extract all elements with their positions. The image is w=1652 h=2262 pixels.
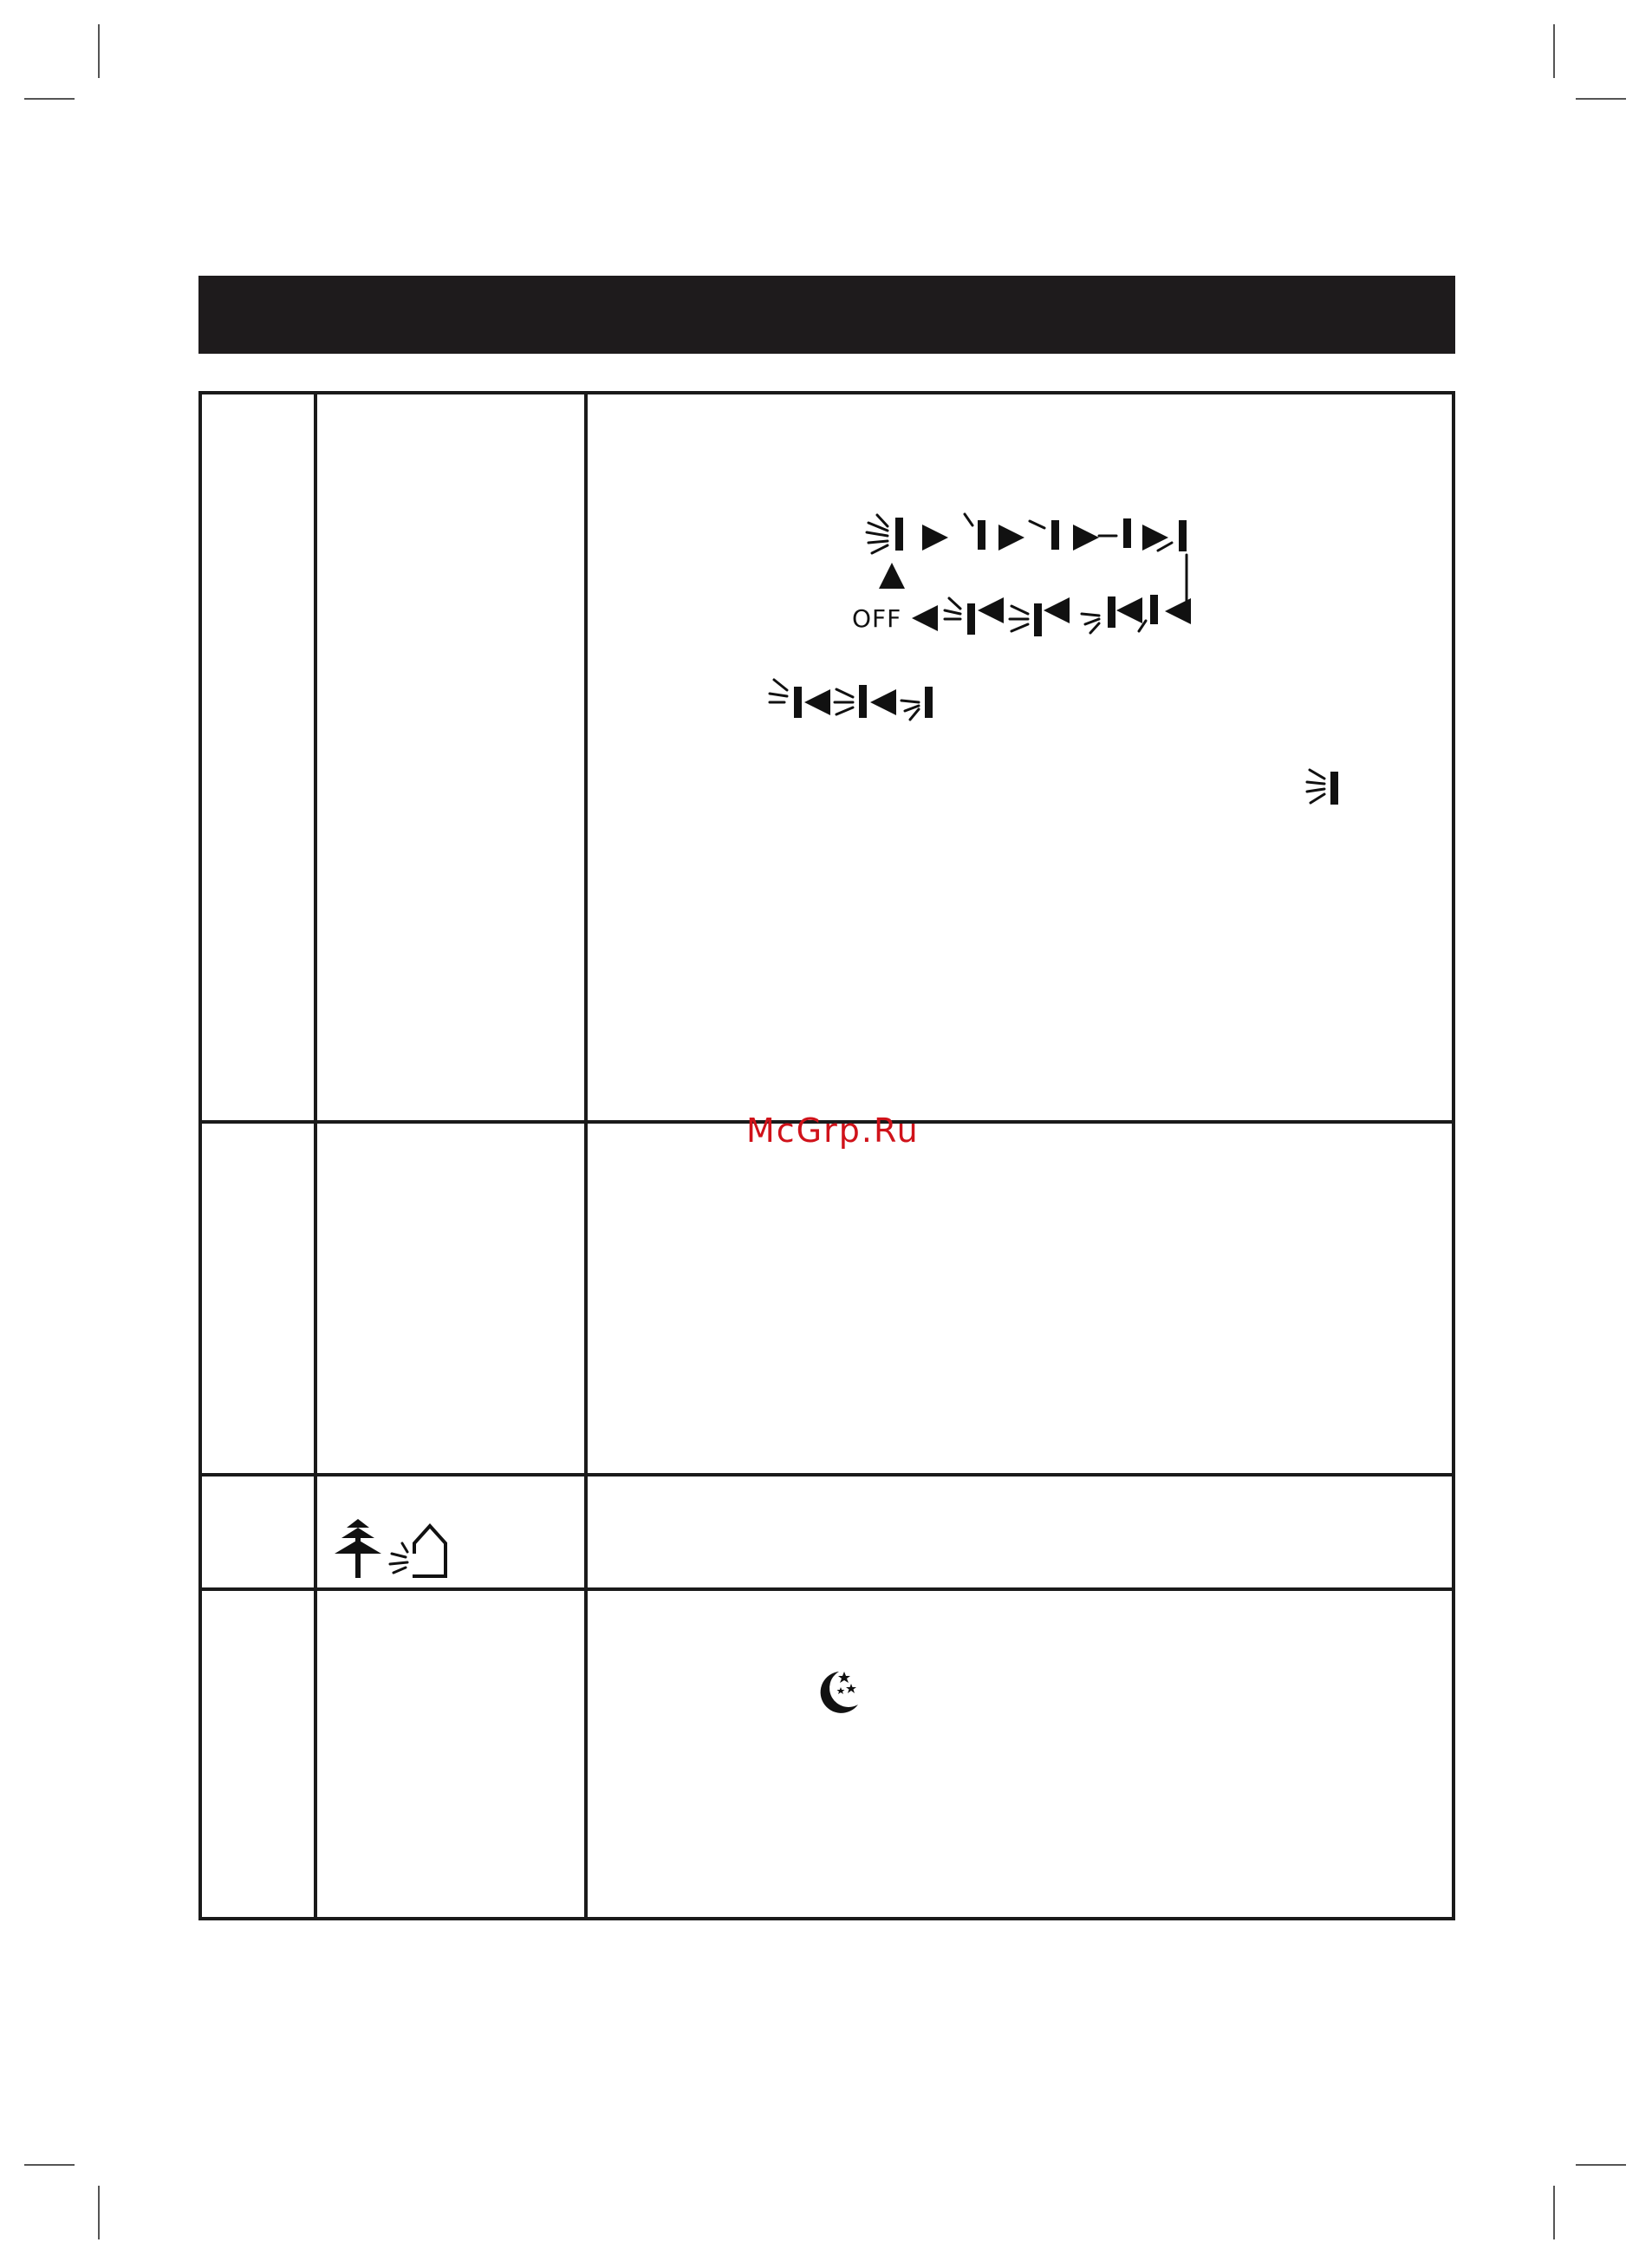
louver-position-3-icon: [1099, 518, 1131, 548]
louver-swing-indicator-icon: [1307, 770, 1338, 805]
louver-swing-all-icon: [867, 515, 903, 553]
louver-swing-lower-icon: [1082, 596, 1115, 633]
louver-swing-middle-icon: [1010, 603, 1042, 636]
louver-position-2-icon: [1030, 520, 1059, 550]
off-label: OFF: [852, 604, 902, 633]
forest-fresh-icon: [329, 1519, 390, 1580]
louver-mode-b-icon: [835, 685, 867, 718]
watermark: McGrp.Ru: [746, 1111, 920, 1150]
louver-mode-a-icon: [770, 680, 802, 718]
louver-position-4-icon: [1158, 520, 1187, 551]
louver-swing-upper-icon: [945, 598, 975, 635]
house-ventilation-icon: [387, 1519, 456, 1580]
sleep-moon-icon: [813, 1666, 865, 1718]
louver-mode-c-icon: [901, 687, 933, 720]
louver-position-1-icon: [965, 514, 985, 550]
louver-swing-bottom-icon: [1139, 595, 1158, 631]
